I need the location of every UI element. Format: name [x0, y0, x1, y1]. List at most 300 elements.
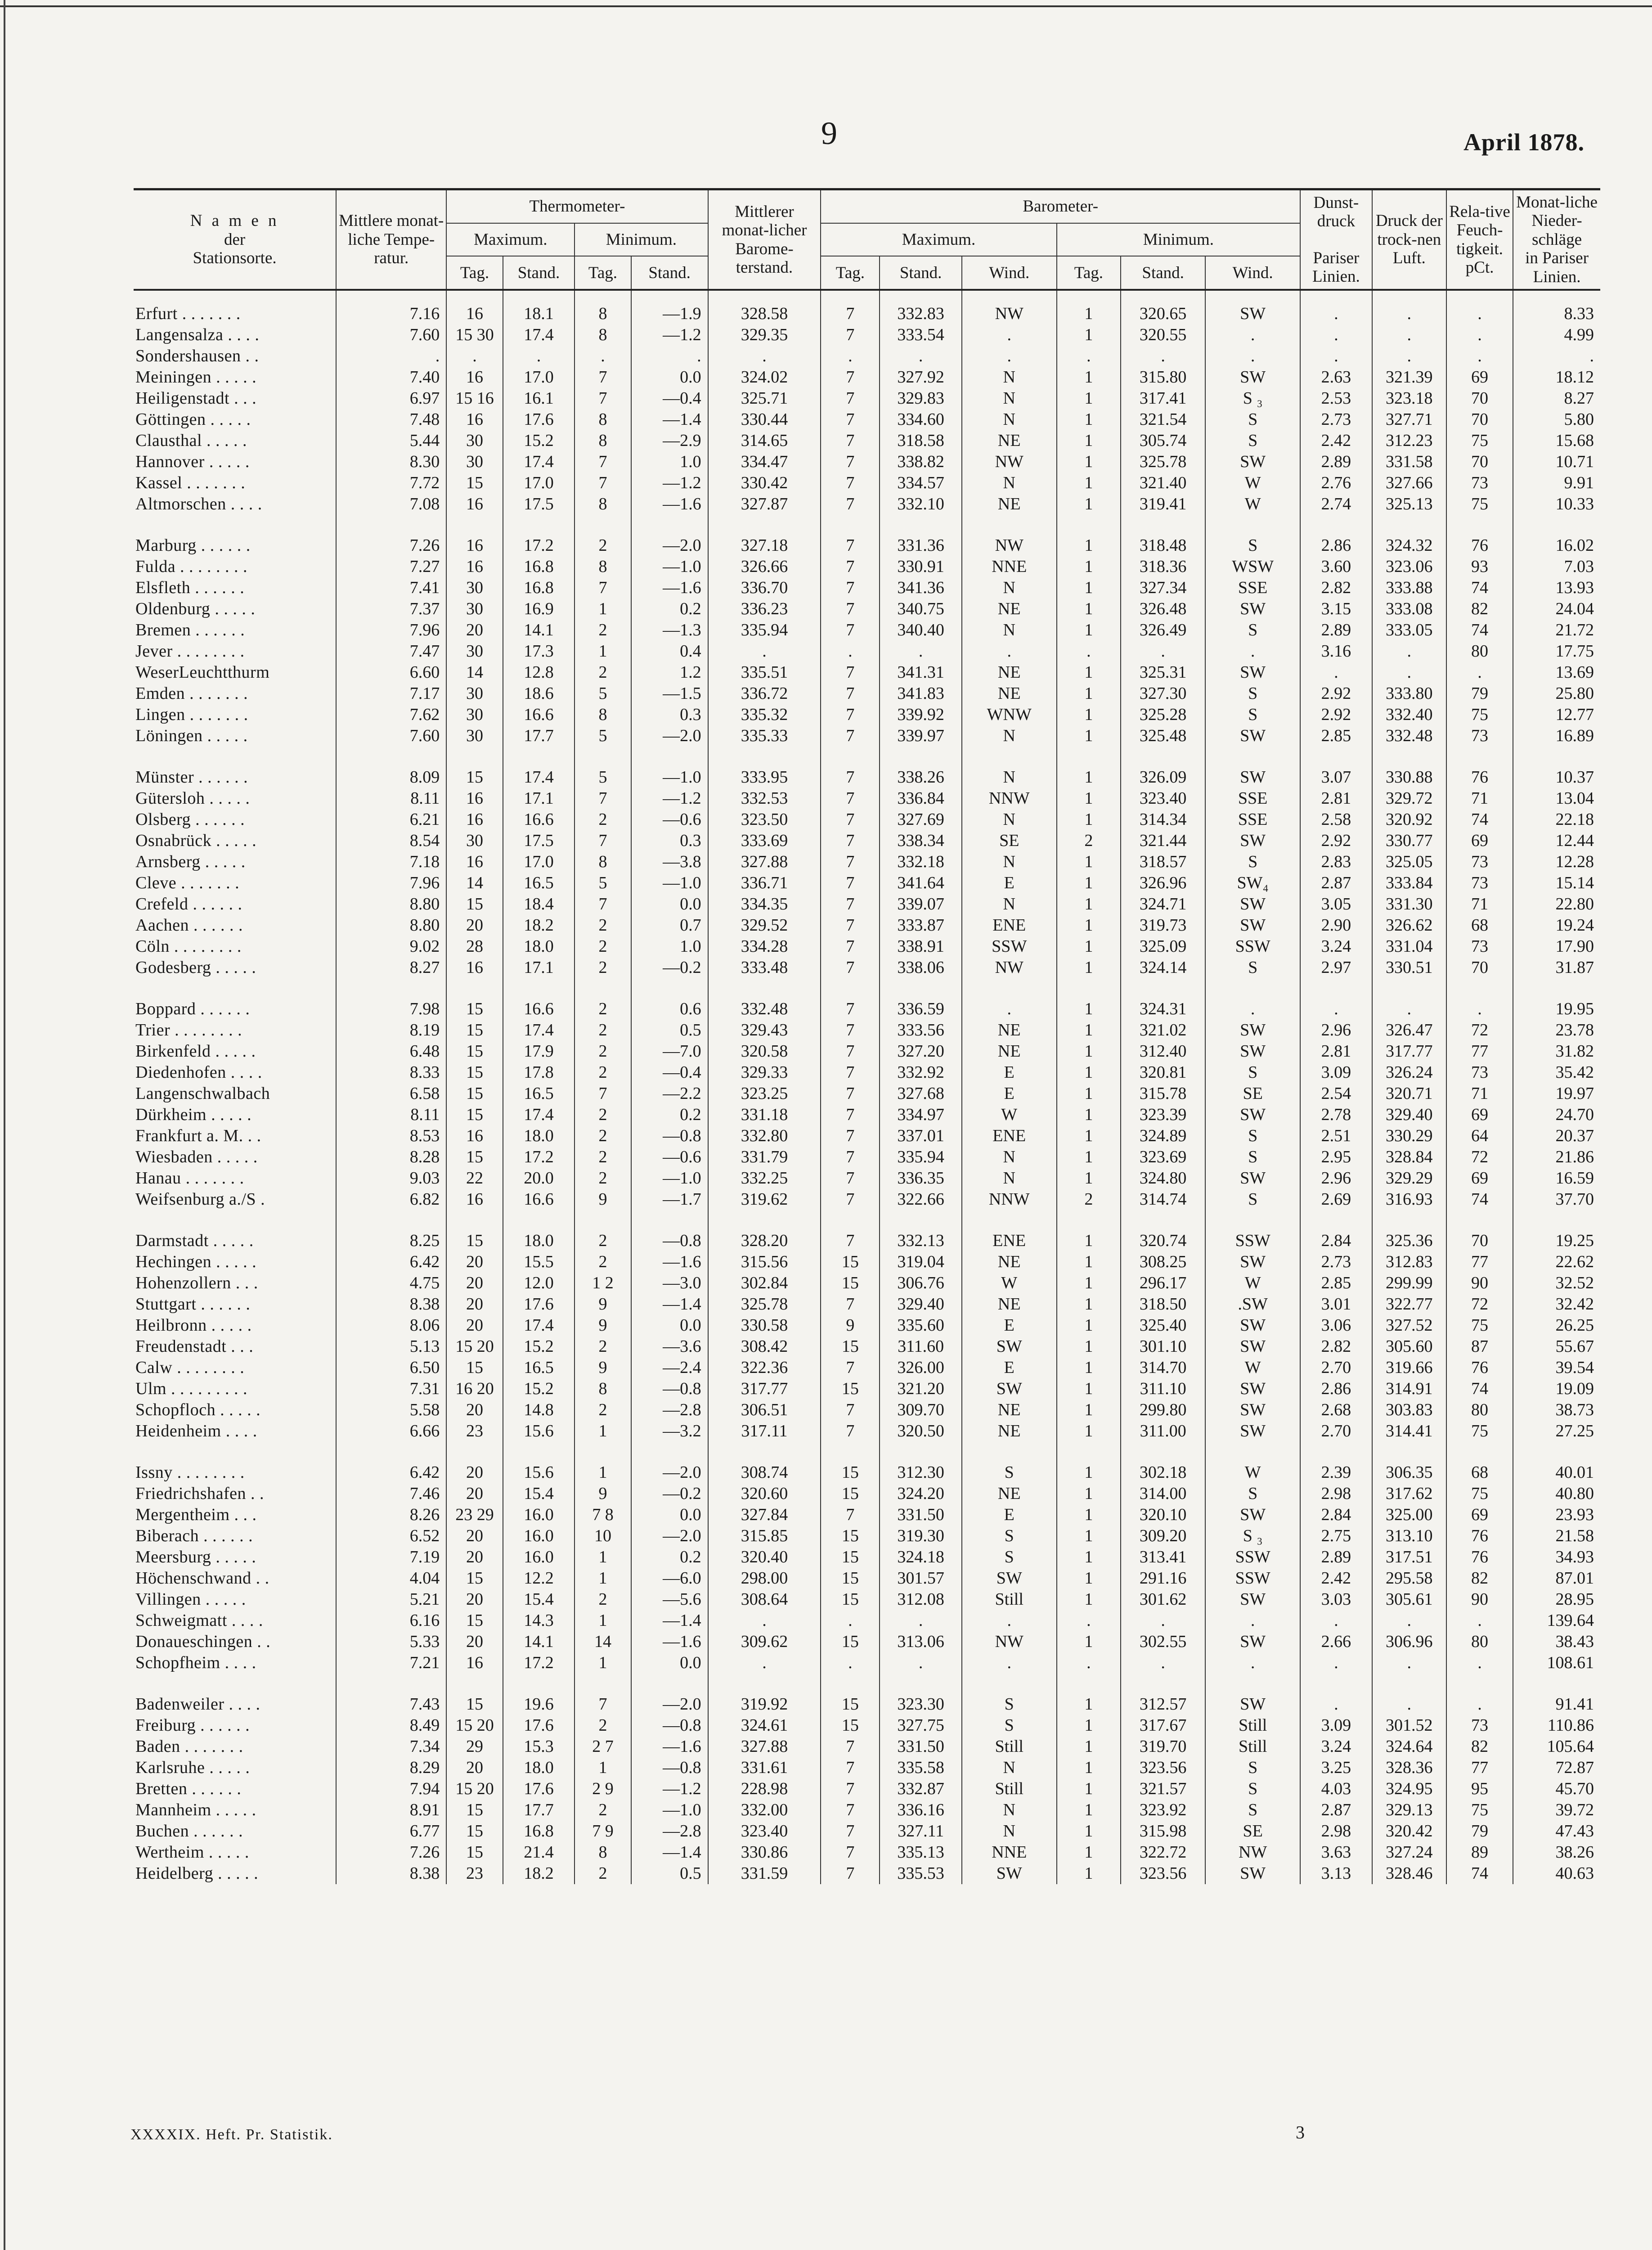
cell-temp: 7.96 — [336, 873, 446, 894]
cell-tmin-tag: 2 — [575, 535, 631, 556]
table-row — [134, 388, 1600, 409]
cell-bmax: 341.83 — [880, 683, 961, 704]
table-row — [134, 1336, 1600, 1357]
spacer-cell — [962, 1674, 1057, 1694]
cell-bmin-tag: 1 — [1057, 1694, 1121, 1715]
cell-luft: 324.64 — [1372, 1736, 1446, 1757]
cell-bmin-wind: SW — [1205, 1421, 1300, 1442]
cell-dunst: 3.09 — [1300, 1715, 1372, 1736]
cell-baro: 335.32 — [708, 704, 821, 725]
cell-tmin-tag: 2 — [575, 1020, 631, 1041]
footer-publication: XXXXIX. Heft. Pr. Statistik. — [130, 2126, 333, 2143]
spacer-cell — [134, 1210, 336, 1230]
spacer-cell — [1300, 747, 1372, 767]
cell-tmin: —0.2 — [631, 957, 708, 978]
cell-bmin-wind: SW — [1205, 367, 1300, 388]
cell-luft: 331.58 — [1372, 451, 1446, 472]
cell-dunst: . — [1300, 324, 1372, 346]
cell-bmin: 325.78 — [1121, 451, 1205, 472]
cell-tmin-tag: 1 — [575, 1652, 631, 1674]
cell-bmax-tag: 7 — [821, 1230, 880, 1251]
cell-tmax-tag: 28 — [446, 936, 503, 957]
cell-tmax: 18.0 — [503, 1125, 575, 1147]
cell-feucht: 74 — [1446, 809, 1513, 830]
cell-tmin-tag: 8 — [575, 430, 631, 451]
cell-bmax-wind: NE — [962, 683, 1057, 704]
cell-tmax-tag: 20 — [446, 1462, 503, 1483]
cell-tmax: 15.6 — [503, 1462, 575, 1483]
cell-dunst: 2.51 — [1300, 1125, 1372, 1147]
cell-bmax: 329.83 — [880, 388, 961, 409]
cell-feucht: 80 — [1446, 1400, 1513, 1421]
cell-tmax: 16.6 — [503, 809, 575, 830]
cell-tmin: —7.0 — [631, 1041, 708, 1062]
spacer-cell — [336, 1210, 446, 1230]
cell-bmin-wind: Still — [1205, 1715, 1300, 1736]
cell-bmin-tag: 1 — [1057, 494, 1121, 515]
cell-feucht: 68 — [1446, 915, 1513, 936]
cell-bmin-tag: . — [1057, 1610, 1121, 1631]
table-row — [134, 1800, 1600, 1821]
cell-baro: 329.43 — [708, 1020, 821, 1041]
cell-temp: 7.26 — [336, 535, 446, 556]
spacer-cell — [1057, 747, 1121, 767]
cell-baro: 329.52 — [708, 915, 821, 936]
cell-feucht: 70 — [1446, 1230, 1513, 1251]
cell-tmax: 15.4 — [503, 1483, 575, 1504]
cell-temp: 7.46 — [336, 1483, 446, 1504]
cell-bmax-wind: N — [962, 809, 1057, 830]
cell-bmax: 335.60 — [880, 1315, 961, 1336]
cell-dunst: 2.96 — [1300, 1020, 1372, 1041]
cell-luft: 331.30 — [1372, 894, 1446, 915]
cell-bmin: 320.74 — [1121, 1230, 1205, 1251]
cell-bmax-wind: E — [962, 1357, 1057, 1378]
cell-baro: 336.72 — [708, 683, 821, 704]
cell-tmin-tag: 7 — [575, 830, 631, 851]
spacer-cell — [1121, 1674, 1205, 1694]
cell-bmax: 332.10 — [880, 494, 961, 515]
cell-bmax: 327.75 — [880, 1715, 961, 1736]
cell-luft: 295.58 — [1372, 1568, 1446, 1589]
cell-tmax-tag: 30 — [446, 830, 503, 851]
cell-tmax: 14.8 — [503, 1400, 575, 1421]
cell-dunst: 2.83 — [1300, 851, 1372, 873]
cell-bmin-wind: SW — [1205, 1041, 1300, 1062]
cell-temp: 8.53 — [336, 1125, 446, 1147]
cell-feucht: 69 — [1446, 830, 1513, 851]
spacer-cell — [708, 978, 821, 999]
cell-bmax-tag: 7 — [821, 324, 880, 346]
table-row — [134, 788, 1600, 809]
cell-nieder: 19.24 — [1513, 915, 1600, 936]
cell-luft: 314.91 — [1372, 1378, 1446, 1400]
cell-tmax: 14.1 — [503, 1631, 575, 1652]
cell-bmax-wind: S — [962, 1694, 1057, 1715]
cell-tmax: 17.4 — [503, 1315, 575, 1336]
cell-dunst: 3.09 — [1300, 1062, 1372, 1083]
cell-nieder: 16.02 — [1513, 535, 1600, 556]
cell-bmax-tag: 7 — [821, 957, 880, 978]
cell-luft: 299.99 — [1372, 1273, 1446, 1294]
cell-bmin-tag: 1 — [1057, 725, 1121, 747]
cell-temp: 6.21 — [336, 809, 446, 830]
cell-dunst: 3.63 — [1300, 1842, 1372, 1863]
cell-bmax-tag: 7 — [821, 451, 880, 472]
cell-baro: 319.62 — [708, 1189, 821, 1210]
table-row — [134, 1421, 1600, 1442]
cell-bmin-tag: 1 — [1057, 662, 1121, 683]
table-row — [134, 936, 1600, 957]
table-row — [134, 1230, 1600, 1251]
cell-bmin: 324.89 — [1121, 1125, 1205, 1147]
cell-bmin-tag: 2 — [1057, 830, 1121, 851]
cell-nieder: 19.09 — [1513, 1378, 1600, 1400]
table-row — [134, 1778, 1600, 1800]
cell-dunst: 2.89 — [1300, 620, 1372, 641]
table-row — [134, 1041, 1600, 1062]
cell-tmax: 20.0 — [503, 1168, 575, 1189]
spacer-cell — [1300, 1442, 1372, 1462]
cell-dunst: 2.95 — [1300, 1147, 1372, 1168]
cell-feucht: 74 — [1446, 1378, 1513, 1400]
cell-luft: 312.83 — [1372, 1251, 1446, 1273]
cell-tmin: 0.0 — [631, 1504, 708, 1526]
cell-dunst: 2.92 — [1300, 704, 1372, 725]
cell-bmax-tag: 7 — [821, 999, 880, 1020]
cell-bmin-wind: S — [1205, 851, 1300, 873]
cell-dunst: 2.85 — [1300, 1273, 1372, 1294]
cell-luft: 325.36 — [1372, 1230, 1446, 1251]
cell-luft: 332.40 — [1372, 704, 1446, 725]
cell-bmax-tag: 7 — [821, 894, 880, 915]
cell-luft: 314.41 — [1372, 1421, 1446, 1442]
cell-bmin-wind: SW — [1205, 830, 1300, 851]
cell-bmin-wind: SSW — [1205, 1230, 1300, 1251]
spacer-cell — [1513, 1210, 1600, 1230]
cell-feucht: 69 — [1446, 367, 1513, 388]
cell-bmin: 323.56 — [1121, 1863, 1205, 1884]
cell-bmin: 319.41 — [1121, 494, 1205, 515]
spacer-cell — [336, 978, 446, 999]
cell-tmin: —2.2 — [631, 1083, 708, 1104]
cell-bmin-tag: 1 — [1057, 873, 1121, 894]
cell-tmax-tag: 15 — [446, 767, 503, 788]
header-names-line-2: der — [224, 230, 246, 249]
cell-bmin-tag: 1 — [1057, 915, 1121, 936]
cell-dunst: 2.73 — [1300, 1251, 1372, 1273]
table-row — [134, 367, 1600, 388]
cell-name: Bremen . . . . . . — [135, 621, 245, 640]
spacer-cell — [962, 1442, 1057, 1462]
spacer-cell — [631, 1442, 708, 1462]
cell-tmin: 1.2 — [631, 662, 708, 683]
cell-temp: 7.21 — [336, 1652, 446, 1674]
cell-bmin-tag: 1 — [1057, 1526, 1121, 1547]
cell-bmax-tag: 7 — [821, 830, 880, 851]
cell-tmin-tag: 2 — [575, 1800, 631, 1821]
cell-tmin-tag: 2 — [575, 1147, 631, 1168]
cell-bmin-wind: SSW — [1205, 1547, 1300, 1568]
table-row — [134, 1631, 1600, 1652]
cell-tmax-tag: 15 20 — [446, 1778, 503, 1800]
cell-tmax: 17.7 — [503, 1800, 575, 1821]
cell-luft: 320.92 — [1372, 809, 1446, 830]
cell-bmax-tag: 7 — [821, 1778, 880, 1800]
cell-bmax-tag: 15 — [821, 1462, 880, 1483]
cell-dunst: 2.81 — [1300, 788, 1372, 809]
cell-nieder: 10.71 — [1513, 451, 1600, 472]
cell-bmax-wind: E — [962, 1083, 1057, 1104]
cell-dunst: . — [1300, 1652, 1372, 1674]
cell-tmin: 0.7 — [631, 915, 708, 936]
cell-baro: 323.50 — [708, 809, 821, 830]
cell-name: Godesberg . . . . . — [135, 958, 256, 977]
cell-dunst: 2.66 — [1300, 1631, 1372, 1652]
cell-tmax-tag: 23 — [446, 1863, 503, 1884]
cell-bmax: 338.26 — [880, 767, 961, 788]
table-row — [134, 1863, 1600, 1884]
cell-tmin: —2.8 — [631, 1400, 708, 1421]
cell-bmax-wind: NE — [962, 1041, 1057, 1062]
cell-bmin-tag: 1 — [1057, 1462, 1121, 1483]
cell-tmax-tag: 15 — [446, 894, 503, 915]
cell-temp: 9.03 — [336, 1168, 446, 1189]
cell-dunst: 2.63 — [1300, 367, 1372, 388]
cell-bmin: 315.80 — [1121, 367, 1205, 388]
cell-tmin: —1.2 — [631, 1778, 708, 1800]
cell-tmax: 17.4 — [503, 1020, 575, 1041]
cell-tmin: 0.5 — [631, 1863, 708, 1884]
spacer-cell — [575, 1674, 631, 1694]
spacer-cell — [1372, 515, 1446, 535]
cell-tmin-tag: 8 — [575, 704, 631, 725]
cell-tmax-tag: 15 — [446, 472, 503, 494]
cell-tmax-tag: 15 16 — [446, 388, 503, 409]
cell-temp: 5.58 — [336, 1400, 446, 1421]
cell-bmax: 334.57 — [880, 472, 961, 494]
cell-temp: 8.19 — [336, 1020, 446, 1041]
cell-bmax: 341.31 — [880, 662, 961, 683]
cell-feucht: 80 — [1446, 1631, 1513, 1652]
cell-nieder: 18.12 — [1513, 367, 1600, 388]
cell-feucht: 73 — [1446, 1062, 1513, 1083]
cell-baro: 309.62 — [708, 1631, 821, 1652]
cell-bmin: 323.56 — [1121, 1757, 1205, 1778]
cell-tmin: —1.0 — [631, 873, 708, 894]
cell-feucht: 72 — [1446, 1020, 1513, 1041]
cell-dunst: 2.84 — [1300, 1504, 1372, 1526]
table-row — [134, 430, 1600, 451]
cell-tmax-tag: 30 — [446, 577, 503, 598]
cell-tmax-tag: 16 — [446, 535, 503, 556]
spacer-cell — [575, 290, 631, 303]
header-pariser-linien: Pariser Linien. — [1312, 248, 1360, 286]
cell-tmin: —1.6 — [631, 494, 708, 515]
cell-baro: 336.70 — [708, 577, 821, 598]
cell-feucht: 82 — [1446, 1736, 1513, 1757]
cell-luft: 328.46 — [1372, 1863, 1446, 1884]
cell-luft: 333.05 — [1372, 620, 1446, 641]
cell-bmax-wind: S — [962, 1462, 1057, 1483]
cell-feucht: . — [1446, 662, 1513, 683]
cell-bmin-wind: W — [1205, 472, 1300, 494]
spacer-cell — [446, 1210, 503, 1230]
header-bmin-wind: Wind. — [1205, 256, 1300, 290]
table-row — [134, 1715, 1600, 1736]
table-row — [134, 494, 1600, 515]
cell-feucht: 69 — [1446, 1504, 1513, 1526]
cell-name: Oldenburg . . . . . — [135, 599, 256, 619]
spacer-cell — [336, 747, 446, 767]
cell-baro: 334.47 — [708, 451, 821, 472]
cell-bmax: 327.68 — [880, 1083, 961, 1104]
cell-bmax: 301.57 — [880, 1568, 961, 1589]
cell-tmin-tag: 2 — [575, 809, 631, 830]
cell-bmax-wind: N — [962, 767, 1057, 788]
cell-name: Kassel . . . . . . . — [135, 473, 246, 493]
cell-bmin-wind: S — [1205, 620, 1300, 641]
header-in-pariser-linien: in Pariser Linien. — [1525, 249, 1589, 286]
cell-dunst: 2.92 — [1300, 683, 1372, 704]
cell-tmin-tag: 2 — [575, 1104, 631, 1125]
cell-bmax-tag: 7 — [821, 851, 880, 873]
cell-bmax-wind: NW — [962, 451, 1057, 472]
spacer-cell — [708, 515, 821, 535]
cell-bmax-wind: NW — [962, 535, 1057, 556]
cell-luft: 324.95 — [1372, 1778, 1446, 1800]
cell-bmin-tag: 1 — [1057, 598, 1121, 620]
header-baro-maximum: Maximum. — [821, 223, 1056, 256]
cell-bmin: 299.80 — [1121, 1400, 1205, 1421]
cell-bmax-wind: NE — [962, 1251, 1057, 1273]
table-row — [134, 1378, 1600, 1400]
cell-nieder: 22.18 — [1513, 809, 1600, 830]
cell-tmin: —0.4 — [631, 388, 708, 409]
cell-luft: 306.96 — [1372, 1631, 1446, 1652]
cell-bmax: 336.16 — [880, 1800, 961, 1821]
cell-tmax: 17.4 — [503, 1104, 575, 1125]
spacer-cell — [821, 1674, 880, 1694]
cell-bmax-wind: SE — [962, 830, 1057, 851]
cell-tmin-tag: 7 — [575, 451, 631, 472]
header-thermo-maximum: Maximum. — [446, 223, 575, 256]
cell-bmax-wind: . — [962, 641, 1057, 662]
cell-tmin: 0.0 — [631, 894, 708, 915]
cell-bmax: 327.11 — [880, 1821, 961, 1842]
cell-bmin: 324.71 — [1121, 894, 1205, 915]
cell-bmax-wind: W — [962, 1273, 1057, 1294]
group-spacer — [134, 1210, 1600, 1230]
cell-bmin-tag: 1 — [1057, 451, 1121, 472]
cell-feucht: 70 — [1446, 451, 1513, 472]
cell-bmin: 296.17 — [1121, 1273, 1205, 1294]
cell-tmin: —3.6 — [631, 1336, 708, 1357]
header-bmax-stand: Stand. — [880, 256, 961, 290]
spacer-cell — [821, 978, 880, 999]
cell-name: Heilbronn . . . . . — [135, 1316, 252, 1335]
cell-feucht: . — [1446, 1694, 1513, 1715]
cell-bmax-wind: E — [962, 1062, 1057, 1083]
cell-tmin-tag: 2 — [575, 1589, 631, 1610]
cell-bmin-wind: W — [1205, 1357, 1300, 1378]
table-row — [134, 809, 1600, 830]
cell-tmax-tag: 15 — [446, 1041, 503, 1062]
cell-tmin: 1.0 — [631, 936, 708, 957]
spacer-cell — [446, 1674, 503, 1694]
cell-baro: 325.78 — [708, 1294, 821, 1315]
cell-temp: 7.43 — [336, 1694, 446, 1715]
cell-bmax: 334.60 — [880, 409, 961, 430]
cell-bmax-wind: E — [962, 873, 1057, 894]
cell-tmax: 16.0 — [503, 1504, 575, 1526]
cell-feucht: 90 — [1446, 1273, 1513, 1294]
cell-tmin-tag: 5 — [575, 725, 631, 747]
cell-tmax-tag: 30 — [446, 430, 503, 451]
cell-bmax: 332.83 — [880, 303, 961, 324]
cell-tmin: 0.0 — [631, 367, 708, 388]
cell-name: Ulm . . . . . . . . . — [135, 1379, 248, 1399]
cell-temp: 5.33 — [336, 1631, 446, 1652]
cell-feucht: 69 — [1446, 1168, 1513, 1189]
table-row — [134, 1504, 1600, 1526]
table-row — [134, 303, 1600, 324]
cell-bmax-wind: N — [962, 851, 1057, 873]
cell-tmin: —2.0 — [631, 1694, 708, 1715]
cell-name: Trier . . . . . . . . — [135, 1021, 242, 1040]
cell-baro: . — [708, 1610, 821, 1631]
cell-tmin-tag: 2 7 — [575, 1736, 631, 1757]
table-row — [134, 409, 1600, 430]
table-row — [134, 1821, 1600, 1842]
cell-baro: 327.88 — [708, 851, 821, 873]
cell-bmin-wind: SW — [1205, 725, 1300, 747]
spacer-cell — [446, 1442, 503, 1462]
cell-tmax: 17.8 — [503, 1062, 575, 1083]
cell-nieder: 15.68 — [1513, 430, 1600, 451]
cell-feucht: 75 — [1446, 1800, 1513, 1821]
spacer-cell — [134, 515, 336, 535]
spacer-cell — [1057, 1210, 1121, 1230]
cell-bmin-tag: 1 — [1057, 367, 1121, 388]
cell-bmax-wind: N — [962, 367, 1057, 388]
spacer-cell — [880, 290, 961, 303]
cell-name: Mannheim . . . . . — [135, 1800, 256, 1820]
cell-baro: 334.35 — [708, 894, 821, 915]
cell-bmin-wind: S — [1205, 1757, 1300, 1778]
cell-bmax-tag: 7 — [821, 1125, 880, 1147]
cell-bmax-tag: 7 — [821, 873, 880, 894]
header-tmin-tag: Tag. — [575, 256, 631, 290]
cell-name: Cöln . . . . . . . . — [135, 937, 242, 956]
cell-dunst: 2.68 — [1300, 1400, 1372, 1421]
cell-tmax-tag: 16 — [446, 409, 503, 430]
cell-bmax: . — [880, 641, 961, 662]
spacer-cell — [708, 1442, 821, 1462]
cell-tmax-tag: 15 — [446, 1568, 503, 1589]
cell-tmax-tag: 14 — [446, 873, 503, 894]
cell-bmax-wind: NE — [962, 662, 1057, 683]
table-row — [134, 1757, 1600, 1778]
cell-tmax: 18.4 — [503, 894, 575, 915]
header-feuchtigkeit — [1446, 189, 1513, 290]
cell-dunst: 2.76 — [1300, 472, 1372, 494]
cell-bmin: 327.30 — [1121, 683, 1205, 704]
cell-bmin-wind: SW — [1205, 1504, 1300, 1526]
cell-bmax: 333.87 — [880, 915, 961, 936]
cell-bmin-tag: 1 — [1057, 1400, 1121, 1421]
cell-luft: 326.47 — [1372, 1020, 1446, 1041]
